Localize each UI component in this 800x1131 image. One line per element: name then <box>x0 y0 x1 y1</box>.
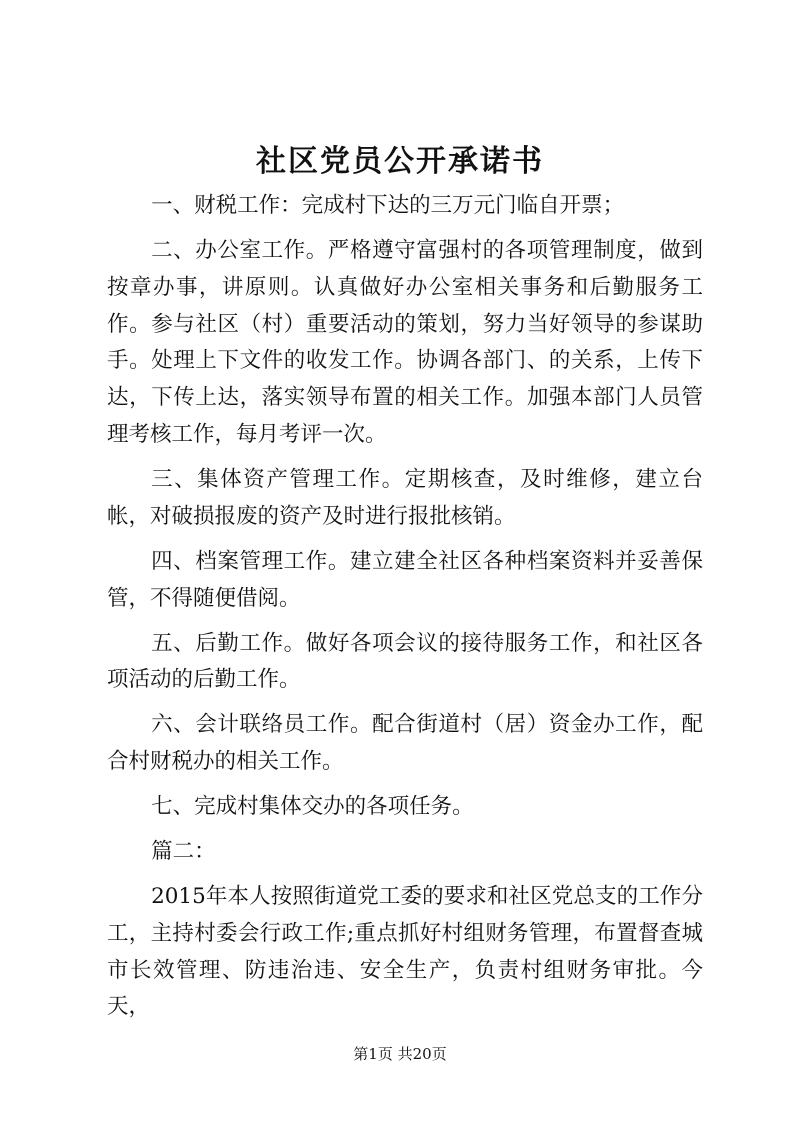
paragraph-5: 五、后勤工作。做好各项会议的接待服务工作，和社区各项活动的后勤工作。 <box>107 630 703 693</box>
paragraph-9: 2015年本人按照街道党工委的要求和社区党总支的工作分工，主持村委会行政工作;重点抓好村组财务管理，布置督查城市长效管理、防违治违、安全生产，负责村组财务审批。今天， <box>107 884 703 1020</box>
paragraph-6: 六、会计联络员工作。配合街道村（居）资金办工作，配合村财税办的相关工作。 <box>107 712 703 775</box>
paragraph-4: 四、档案管理工作。建立建全社区各种档案资料并妥善保管，不得随便借阅。 <box>107 548 703 611</box>
page-footer: 第1页 共20页 <box>353 1045 447 1063</box>
paragraph-3: 三、集体资产管理工作。定期核查，及时维修，建立台帐，对破损报废的资产及时进行报批核销。 <box>107 466 703 529</box>
document-title: 社区党员公开承诺书 <box>256 144 544 179</box>
document-body <box>107 188 703 1026</box>
paragraph-1: 一、财税工作：完成村下达的三万元门临自开票； <box>151 193 625 218</box>
paragraph-2: 二、办公室工作。严格遵守富强村的各项管理制度，做到按章办事，讲原则。认真做好办公室相关事务和后勤服务工作。参与社区（村）重要活动的策划，努力当好领导的参谋助手。处理上下文件的收发工作。协调各部门、的关系，上传下达，下传上达，落实领导布置的相关工作。加强本部门人员管理考核工作，每月考评一次。 <box>107 237 703 447</box>
paragraph-7: 七、完成村集体交办的各项任务。 <box>151 794 474 820</box>
paragraph-8: 篇二： <box>151 839 216 865</box>
